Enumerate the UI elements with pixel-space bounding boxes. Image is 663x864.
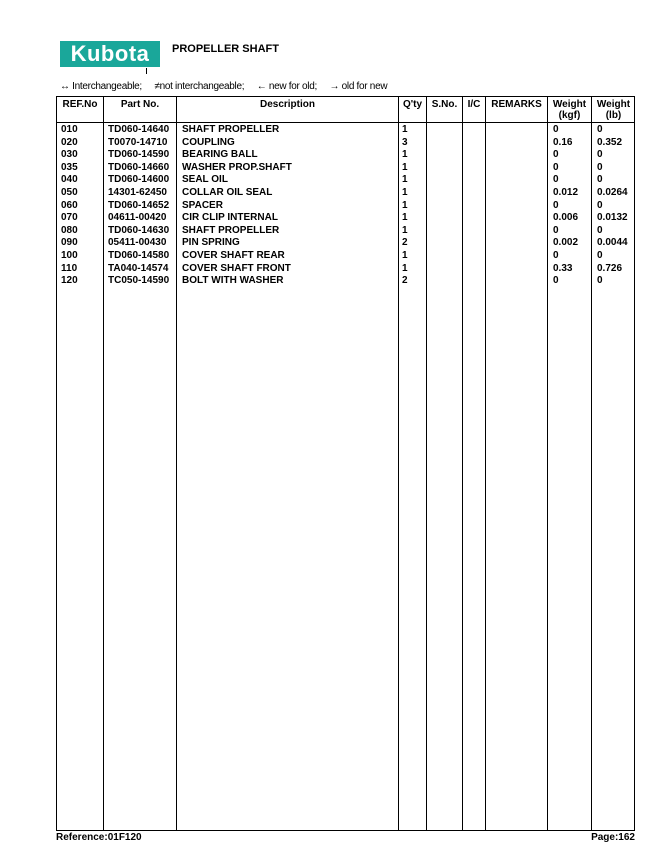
header-weight-lb [592,99,635,121]
cell-qty: 3 [402,136,408,148]
cell-description: SHAFT PROPELLER [182,124,280,135]
cell-ref-no: 120 [61,275,78,287]
cell-description: COVER SHAFT REAR [182,249,285,261]
cell-qty: 2 [402,275,408,287]
cell-part-no: 04611-00420 [108,212,167,224]
cell-qty: 1 [402,224,408,236]
cell-ref-no: 040 [61,174,78,186]
cell-description: SHAFT PROPELLER [182,224,280,236]
header-ref-no: REF.No [62,99,98,110]
cell-part-no: T0070-14710 [108,136,168,148]
logo-tick-mark [146,68,147,74]
cell-ref-no: 050 [61,186,78,198]
cell-description: WASHER PROP.SHAFT [182,161,292,173]
cell-part-no: TD060-14652 [108,199,170,211]
table-row [56,124,635,137]
cell-ref-no: 010 [61,124,78,135]
table-row [56,275,635,288]
cell-weight-kgf: 0 [553,161,559,173]
table-row [56,137,635,150]
cell-weight-kgf: 0.012 [553,186,579,198]
cell-qty: 1 [402,186,408,198]
legend-old-for-new: → old for new [329,81,388,92]
cell-description: COLLAR OIL SEAL [182,186,273,198]
cell-weight-kgf: 0 [553,199,559,211]
header-weight-kgf-line1: Weight [552,99,587,110]
header-serial-no: S.No. [431,99,458,110]
cell-weight-lb: 0.0044 [597,237,628,249]
cell-weight-lb: 0.352 [597,136,623,148]
cell-part-no: TD060-14580 [108,249,170,261]
cell-description: SPACER [182,199,223,211]
cell-description: BEARING BALL [182,149,258,161]
page-title: PROPELLER SHAFT [172,43,279,55]
legend-not-interchangeable: ≠not interchangeable; [154,81,245,92]
cell-weight-kgf: 0.006 [553,212,579,224]
cell-weight-lb: 0 [597,224,603,236]
cell-qty: 1 [402,199,408,211]
table-row [56,263,635,276]
cell-qty: 1 [402,124,408,135]
header-remarks: REMARKS [491,99,542,110]
cell-weight-kgf: 0.33 [553,262,573,274]
legend-new-for-old: ← new for old; [256,81,317,92]
kubota-logo: Kubota [60,41,160,67]
cell-part-no: TD060-14630 [108,224,170,236]
cell-weight-kgf: 0 [553,149,559,161]
cell-qty: 1 [402,149,408,161]
table-row [56,162,635,175]
cell-weight-lb: 0.0132 [597,212,628,224]
header-weight-lb-line1: Weight [596,99,631,110]
header-ic: I/C [467,99,481,110]
cell-ref-no: 020 [61,136,78,148]
cell-qty: 1 [402,174,408,186]
table-row [56,149,635,162]
cell-weight-lb: 0.0264 [597,186,628,198]
cell-ref-no: 060 [61,199,78,211]
cell-weight-kgf: 0 [553,224,559,236]
cell-part-no: 14301-62450 [108,186,167,198]
cell-qty: 1 [402,262,408,274]
cell-weight-lb: 0 [597,275,603,287]
cell-weight-kgf: 0 [553,275,559,287]
cell-ref-no: 110 [61,262,78,274]
cell-qty: 1 [402,212,408,224]
cell-part-no: TD060-14590 [108,149,170,161]
cell-weight-kgf: 0.16 [553,136,573,148]
cell-qty: 1 [402,161,408,173]
cell-part-no: TD060-14640 [108,124,170,135]
cell-part-no: TD060-14600 [108,174,170,186]
cell-ref-no: 070 [61,212,78,224]
cell-weight-kgf: 0 [553,124,559,135]
header-weight-kgf [548,99,591,121]
cell-part-no: 05411-00430 [108,237,167,249]
header-weight-lb-line2: (lb) [605,110,622,121]
table-row [56,212,635,225]
cell-description: COVER SHAFT FRONT [182,262,291,274]
cell-weight-lb: 0 [597,174,603,186]
header-weight-kgf-line2: (kgf) [558,110,581,121]
cell-weight-lb: 0 [597,124,603,135]
cell-qty: 2 [402,237,408,249]
parts-table-body [56,124,635,288]
table-row [56,200,635,213]
cell-weight-kgf: 0 [553,249,559,261]
cell-part-no: TA040-14574 [108,262,169,274]
cell-weight-kgf: 0.002 [553,237,579,249]
cell-part-no: TD060-14660 [108,161,170,173]
cell-weight-lb: 0 [597,249,603,261]
cell-ref-no: 030 [61,149,78,161]
table-row [56,174,635,187]
cell-qty: 1 [402,249,408,261]
legend-interchangeable: ↔ Interchangeable; [60,81,142,92]
cell-part-no: TC050-14590 [108,275,170,287]
cell-ref-no: 080 [61,224,78,236]
table-row [56,237,635,250]
header-divider [56,122,635,123]
cell-ref-no: 090 [61,237,78,249]
table-row [56,225,635,238]
cell-weight-lb: 0 [597,199,603,211]
header-qty: Q'ty [402,99,423,110]
cell-weight-lb: 0 [597,149,603,161]
cell-weight-lb: 0.726 [597,262,623,274]
header-description: Description [259,99,315,110]
table-row [56,250,635,263]
cell-ref-no: 100 [61,249,78,261]
page-number: Page:162 [591,832,635,843]
cell-description: COUPLING [182,136,235,148]
cell-description: PIN SPRING [182,237,240,249]
legend [60,81,397,92]
cell-weight-lb: 0 [597,161,603,173]
table-row [56,187,635,200]
cell-description: BOLT WITH WASHER [182,275,284,287]
cell-description: CIR CLIP INTERNAL [182,212,278,224]
header-part-no: Part No. [120,99,160,110]
reference-label: Reference:01F120 [56,832,142,843]
cell-description: SEAL OIL [182,174,228,186]
cell-weight-kgf: 0 [553,174,559,186]
cell-ref-no: 035 [61,161,78,173]
